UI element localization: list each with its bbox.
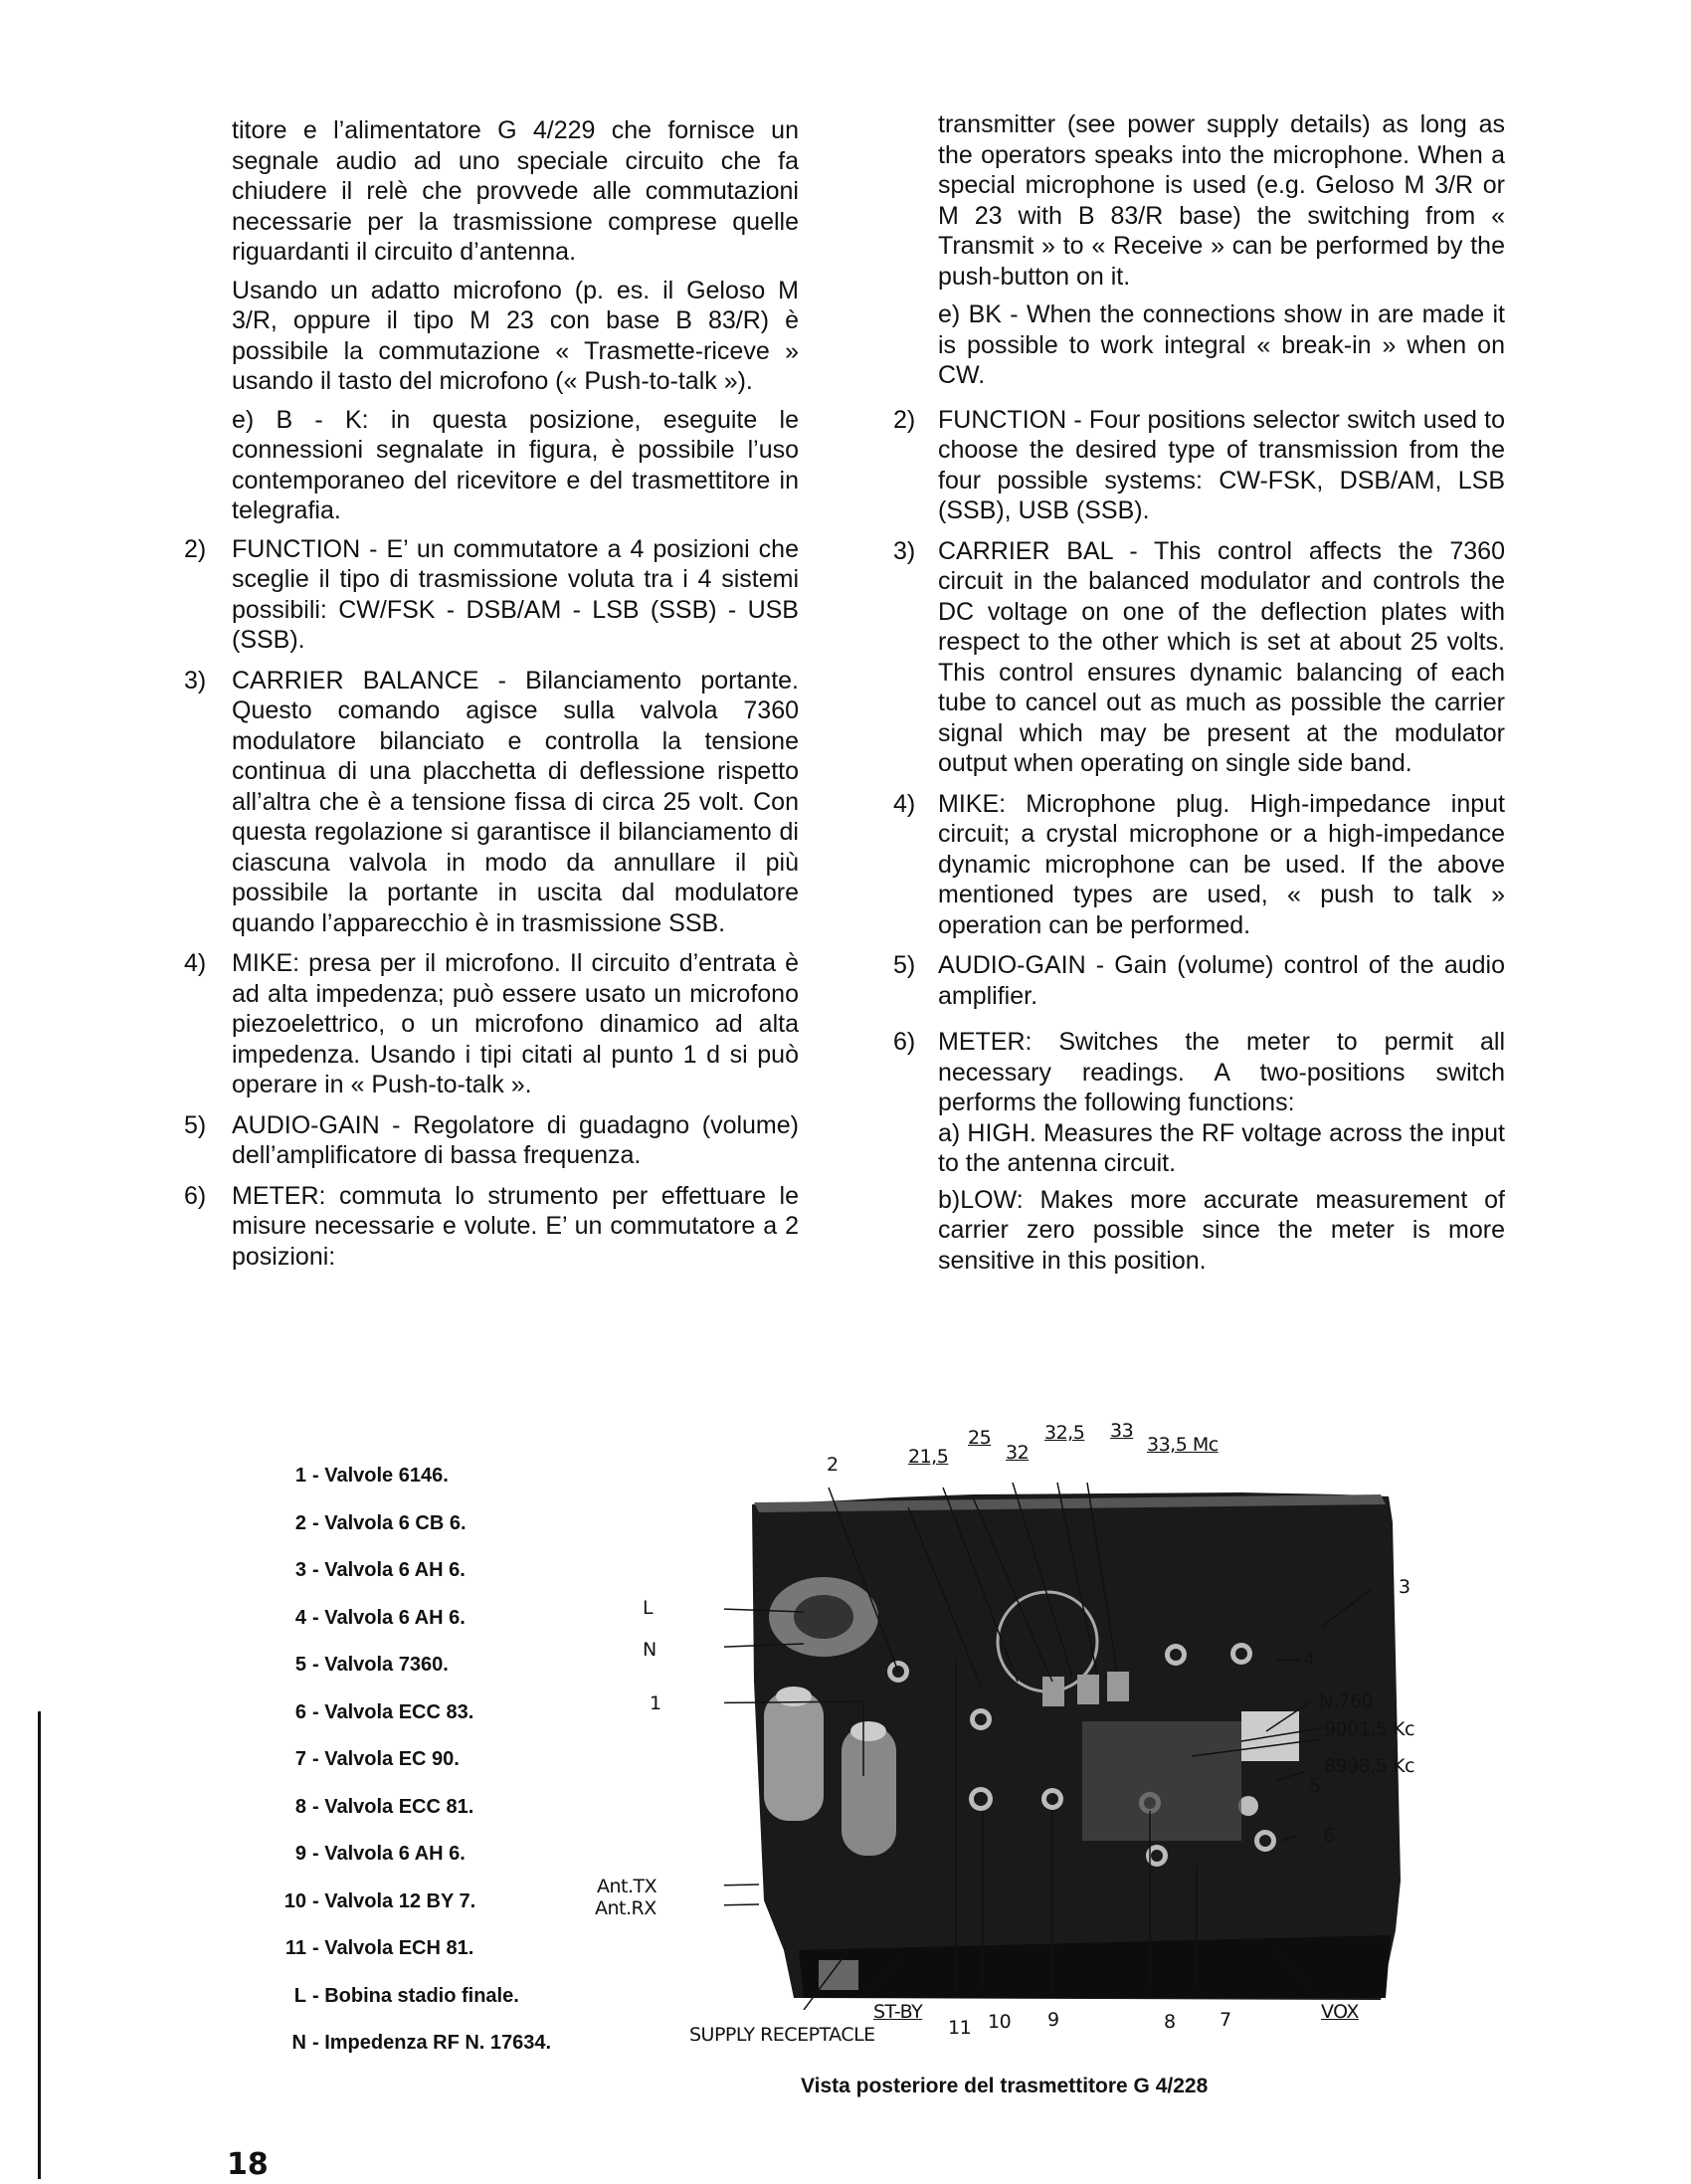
part-key: 4 (294, 1606, 306, 1629)
item-number: 2) (893, 405, 916, 434)
item-text: METER: commuta lo strumento per effettuare le misure necessarie e volute. E’ un commutatore a 2 posizioni: (232, 1181, 799, 1271)
parts-row: 8 - Valvola ECC 81. (267, 1784, 551, 1832)
parts-row: 1 - Valvole 6146. (267, 1453, 551, 1500)
item-number: 4) (893, 789, 916, 818)
part-desc: Bobina stadio finale. (324, 1984, 519, 2007)
part-key: 9 (294, 1843, 306, 1865)
parts-row: 11 - Valvola ECH 81. (267, 1925, 551, 1973)
item-text: FUNCTION - Four positions selector switch used to choose the desired type of transmission from the four possible systems: CW-FSK, DSB/AM, LSB (SSB), USB (SSB). (938, 405, 1505, 524)
paragraph: Usando un adatto microfono (p. es. il Geloso M 3/R, oppure il tipo M 23 con base B 83/R) è possibile la commutazione « Trasmette-riceve » usando il tasto del microfono (« Push-to-talk »). (232, 276, 799, 395)
part-desc: Valvola 12 BY 7. (324, 1889, 476, 1912)
fig-label-vox: VOX (1321, 2001, 1359, 2023)
fig-label-7: 7 (1220, 2009, 1231, 2031)
list-item-audio-gain (893, 950, 1505, 1011)
fig-label-1: 1 (650, 1692, 661, 1714)
part-desc: Valvola ECH 81. (324, 1937, 474, 1959)
list-item-meter (184, 1181, 799, 1273)
parts-row: 3 - Valvola 6 AH 6. (267, 1547, 551, 1595)
fig-label-l: L (643, 1597, 654, 1619)
item-text: METER: Switches the meter to permit all necessary readings. A two-positions switch performs the following functions: (938, 1028, 1505, 1116)
item-text: CARRIER BALANCE - Bilanciamento portante. Questo comando agisce sulla valvola 7360 modulatore bilanciato e controlla la tensione continua di una placchetta di deflessione rispetto all’altra che è a tensione fissa di circa 25 volt. Con questa regolazione si garantisce il bilanciamento di ciascuna valvola in modo da annullare il più possibile la portante in uscita dal modulatore quando l’apparecchio è in trasmissione SSB. (232, 666, 799, 937)
item-text: MIKE: Microphone plug. High-impedance input circuit; a crystal microphone or a high-impedance dynamic microphone can be used. If the above mentioned types are used, « push to talk » operation can be performed. (938, 789, 1505, 939)
part-key: 5 (294, 1654, 306, 1676)
chassis-photo-illustration (724, 1483, 1500, 2010)
list-item-meter (893, 1027, 1505, 1276)
parts-row: 9 - Valvola 6 AH 6. (267, 1831, 551, 1879)
list-item-audio-gain (184, 1110, 799, 1171)
parts-row: L - Bobina stadio finale. (267, 1973, 551, 2021)
part-desc: Valvola ECC 81. (324, 1795, 474, 1818)
list-item-function (893, 405, 1505, 526)
part-key: 8 (294, 1795, 306, 1818)
fig-label-2: 2 (827, 1454, 839, 1476)
part-key: N (291, 2032, 306, 2054)
meter-high: a) HIGH. Measures the RF voltage across the input to the antenna circuit. (938, 1118, 1505, 1177)
part-desc: Valvola EC 90. (324, 1748, 460, 1770)
fig-label-21-5: 21,5 (908, 1446, 949, 1468)
item-text: FUNCTION - E’ un commutatore a 4 posizioni che sceglie il tipo di trasmissione voluta tra i 4 sistemi possibili: CW/FSK - DSB/AM - LSB (SSB) - USB (SSB). (232, 534, 799, 654)
part-key: 6 (294, 1700, 306, 1723)
parts-row: 7 - Valvola EC 90. (267, 1736, 551, 1784)
fig-label-n760: N.760 (1319, 1690, 1374, 1712)
list-item-mike (893, 789, 1505, 941)
fig-label-6: 6 (1323, 1825, 1335, 1847)
part-key: 3 (294, 1559, 306, 1581)
list-item-carrier-bal (893, 536, 1505, 779)
left-column-italian (184, 115, 799, 1282)
parts-row: N - Impedenza RF N. 17634. (267, 2020, 551, 2068)
item-number: 6) (893, 1028, 916, 1056)
part-desc: Valvola 6 AH 6. (324, 1606, 466, 1629)
fig-label-3: 3 (1399, 1576, 1410, 1598)
list-item-function (184, 534, 799, 656)
parts-list (267, 1453, 551, 2068)
fig-label-25: 25 (968, 1427, 992, 1449)
page-number: 18 (227, 2147, 269, 2182)
list-item-carrier-balance (184, 666, 799, 939)
paragraph: transmitter (see power supply details) as long as the operators speaks into the microphone. When a special microphone is used (e.g. Geloso M 3/R or M 23 with B 83/R base) the switching from « Transmit » to « Receive » can be performed by the push-button on it. (938, 110, 1505, 291)
item-text: MIKE: presa per il microfono. Il circuito d’entrata è ad alta impedenza; può essere usato un microfono piezoelettrico, o un microfono dinamico ad alta impedenza. Usando i tipi citati al punto 1 d si può operare in « Push-to-talk ». (232, 949, 799, 1098)
fig-label-10: 10 (988, 2011, 1012, 2033)
part-desc: Valvole 6146. (324, 1465, 449, 1487)
item-number: 2) (184, 534, 207, 563)
item-number: 3) (184, 666, 207, 695)
meter-low: b)LOW: Makes more accurate measurement of carrier zero possible since the meter is more sensitive in this position. (938, 1185, 1505, 1275)
part-key: 2 (294, 1511, 306, 1534)
paragraph: e) B - K: in questa posizione, eseguite le connessioni segnalate in figura, è possibile l’uso contemporaneo del ricevitore e del trasmettitore in telegrafia. (232, 405, 799, 524)
item-number: 4) (184, 949, 207, 977)
transmitter-rear-photo (595, 1420, 1500, 2046)
item-number: 5) (893, 951, 916, 979)
item-number: 6) (184, 1181, 207, 1210)
part-key: 10 (283, 1889, 306, 1912)
fig-label-11: 11 (948, 2017, 972, 2039)
parts-row: 6 - Valvola ECC 83. (267, 1689, 551, 1737)
parts-row: 5 - Valvola 7360. (267, 1642, 551, 1689)
part-desc: Valvola ECC 83. (324, 1700, 474, 1723)
parts-row: 2 - Valvola 6 CB 6. (267, 1500, 551, 1548)
paragraph: e) BK - When the connections show in are made it is possible to work integral « break-in » when on CW. (938, 300, 1505, 389)
fig-label-8: 8 (1164, 2011, 1176, 2033)
figure-caption: Vista posteriore del trasmettitore G 4/228 (801, 2075, 1209, 2097)
fig-label-n: N (643, 1639, 657, 1661)
part-key: 1 (294, 1465, 306, 1487)
part-desc: Valvola 7360. (324, 1654, 449, 1676)
item-text: CARRIER BAL - This control affects the 7360 circuit in the balanced modulator and controls the DC voltage on one of the deflection plates with respect to the other which is set at about 25 volts. This control ensures dynamic balancing of each tube to cancel out as much as possible the carrier signal which may be present at the modulator output when operating on single side band. (938, 536, 1505, 777)
parts-row: 10 - Valvola 12 BY 7. (267, 1879, 551, 1926)
fig-label-ant-rx: Ant.RX (595, 1897, 657, 1919)
paragraph: titore e l’alimentatore G 4/229 che fornisce un segnale audio ad uno speciale circuito che fa chiudere il relè che provvede alle commutazioni necessarie per la trasmissione comprese quelle riguardanti il circuito d’antenna. (232, 116, 799, 266)
fig-label-33-5-mc: 33,5 Mc (1147, 1434, 1219, 1456)
item-text: AUDIO-GAIN - Gain (volume) control of the audio amplifier. (938, 951, 1505, 1010)
part-desc: Impedenza RF N. 17634. (324, 2032, 552, 2054)
item-text: AUDIO-GAIN - Regolatore di guadagno (volume) dell’amplificatore di bassa frequenza. (232, 1110, 799, 1169)
fig-label-5: 5 (1309, 1775, 1321, 1797)
fig-label-32-5: 32,5 (1044, 1422, 1085, 1444)
fig-label-9: 9 (1047, 2009, 1059, 2031)
part-key: 11 (284, 1937, 306, 1959)
fig-label-st-by: ST-BY (873, 2001, 923, 2023)
item-number: 5) (184, 1110, 207, 1139)
part-desc: Valvola 6 AH 6. (324, 1559, 466, 1581)
fig-label-ant-tx: Ant.TX (597, 1876, 658, 1897)
part-key: L (293, 1984, 306, 2007)
scan-edge-artifact (38, 1711, 41, 2179)
part-desc: Valvola 6 AH 6. (324, 1843, 466, 1865)
fig-label-4: 4 (1303, 1649, 1315, 1671)
fig-label-8998-5-kc: 8998,5 Kc (1324, 1755, 1414, 1777)
item-number: 3) (893, 536, 916, 565)
fig-label-supply-receptacle: SUPPLY RECEPTACLE (689, 2024, 875, 2046)
fig-label-32: 32 (1006, 1442, 1030, 1464)
fig-label-33: 33 (1110, 1420, 1134, 1442)
part-desc: Valvola 6 CB 6. (324, 1511, 467, 1534)
list-item-mike (184, 948, 799, 1100)
parts-row: 4 - Valvola 6 AH 6. (267, 1595, 551, 1643)
right-column-english (893, 109, 1505, 1286)
fig-label-9001-5-kc: 9001,5 Kc (1324, 1718, 1414, 1740)
part-key: 7 (294, 1748, 306, 1770)
